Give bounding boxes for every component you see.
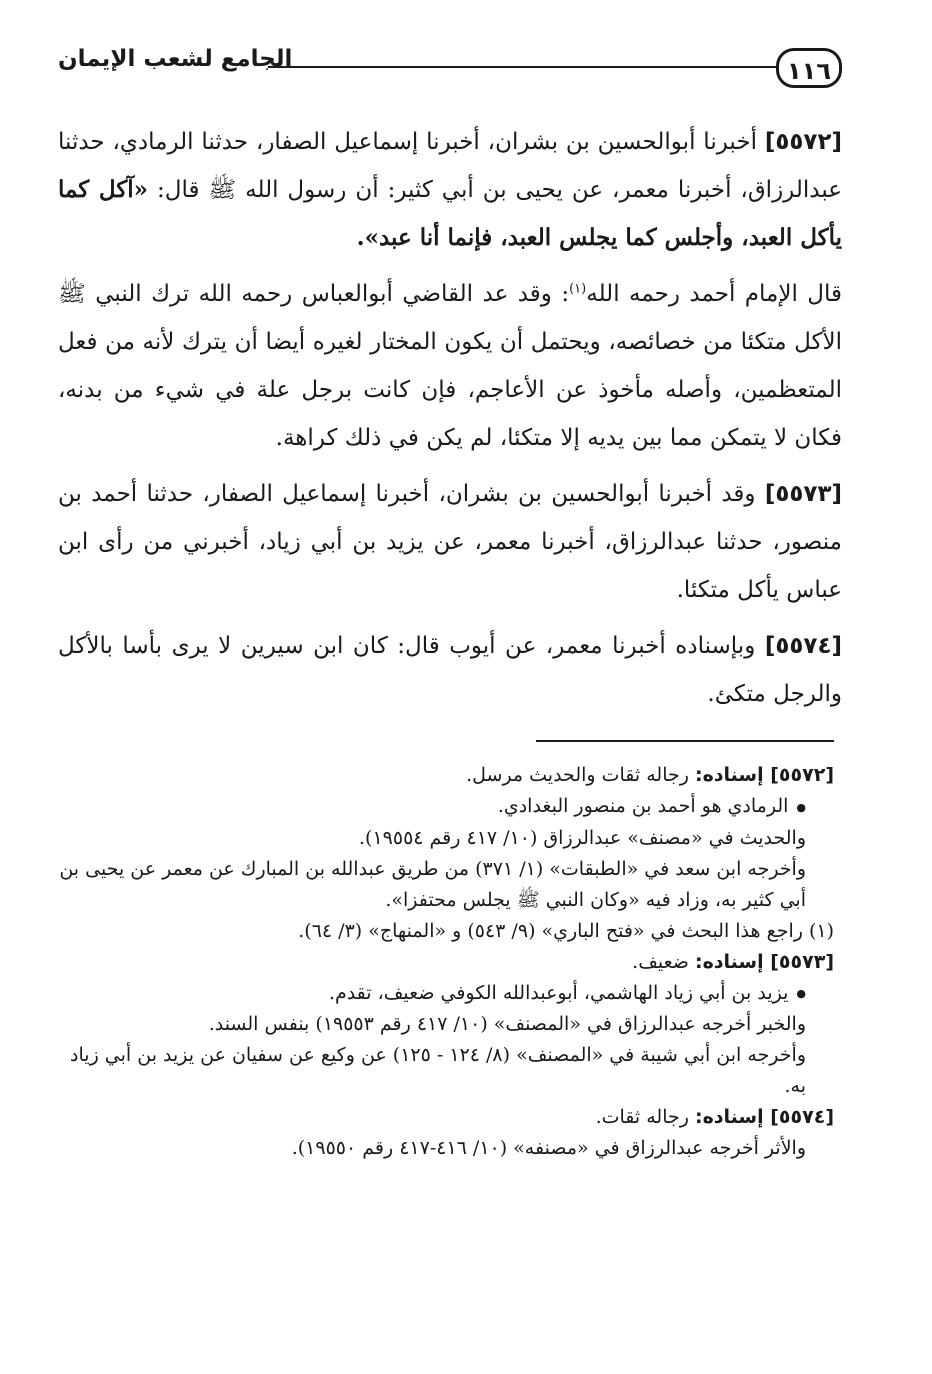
footnote-reference-1: (١) راجع هذا البحث في «فتح الباري» (٩/ ٥٤٣) و «المنهاج» (٣/ ٦٤).	[298, 919, 834, 942]
footnote-ref: (١)	[569, 281, 587, 297]
page-header	[58, 40, 842, 100]
footnote-5572-head	[58, 760, 834, 791]
book-title: الجامع لشعب الإيمان	[58, 46, 293, 72]
paragraph-text: قال الإمام أحمد رحمه الله	[586, 281, 843, 307]
footnote-text: ضعيف.	[632, 950, 689, 973]
paragraph-5574	[58, 622, 842, 718]
main-text	[58, 118, 842, 726]
paragraph-commentary	[58, 270, 842, 462]
footnote-label: [٥٥٧٣] إسناده:	[694, 950, 834, 973]
footnote-5574-head	[58, 1102, 834, 1133]
footnote-line: والحديث في «مصنف» عبدالرزاق (١٠/ ٤١٧ رقم ١٩٥٥٤).	[359, 826, 806, 849]
paragraph-5572	[58, 118, 842, 262]
footnote-5573-head	[58, 947, 834, 978]
footnote-line: والخبر أخرجه عبدالرزاق في «المصنف» (١٠/ ٤١٧ رقم ١٩٥٥٣) بنفس السند.	[208, 1013, 806, 1035]
footnote-bullet: ● يزيد بن أبي زياد الهاشمي، أبوعبدالله الكوفي ضعيف، تقدم.	[58, 978, 834, 1010]
footnote-line: وأخرجه ابن سعد في «الطبقات» (١/ ٣٧١) من طريق عبدالله بن المبارك عن معمر عن يحيى بن أبي كثير به، وزاد فيه «وكان النبي ﷺ يجلس محتفزا».	[59, 857, 806, 911]
paragraph-5573	[58, 470, 842, 614]
footnote-text: رجاله ثقات.	[595, 1106, 689, 1128]
footnote-bullet: ● الرمادي هو أحمد بن منصور البغدادي.	[58, 791, 834, 823]
footnotes	[58, 760, 834, 1164]
hadith-number: [٥٥٧٤]	[764, 633, 843, 659]
paragraph-text: أخبرنا أبوالحسين بن بشران، أخبرنا إسماعيل الصفار، حدثنا الرمادي، حدثنا عبدالرزاق، أخبرنا معمر، عن يحيى بن أبي كثير: أن رسول الله ﷺ قال:	[58, 129, 843, 203]
footnote-label: [٥٥٧٢] إسناده:	[694, 764, 834, 786]
footnote-line: والأثر أخرجه عبدالرزاق في «مصنفه» (١٠/ ٤١٦-٤١٧ رقم ١٩٥٥٠).	[291, 1137, 806, 1159]
paragraph-text: وبإسناده أخبرنا معمر، عن أيوب قال: كان ابن سيرين لا يرى بأسا بالأكل والرجل متكئ.	[58, 633, 842, 707]
paragraph-text: وقد أخبرنا أبوالحسين بن بشران، أخبرنا إسماعيل الصفار، حدثنا أحمد بن منصور، حدثنا عبدالرزاق، أخبرنا معمر، عن يزيد بن أبي زياد، أخبرني من رأى ابن عباس يأكل متكئا.	[58, 481, 842, 603]
hadith-number: [٥٥٧٣]	[764, 481, 843, 507]
footnote-line: وأخرجه ابن أبي شيبة في «المصنف» (٨/ ١٢٤ - ١٢٥) عن وكيع عن سفيان عن يزيد بن أبي زياد به.	[70, 1044, 806, 1097]
footnote-separator	[536, 740, 834, 742]
footnote-label: [٥٥٧٤] إسناده:	[694, 1106, 834, 1128]
footnote-text: رجاله ثقات والحديث مرسل.	[466, 764, 689, 786]
paragraph-text: : وقد عد القاضي أبوالعباس رحمه الله ترك النبي ﷺ الأكل متكئا من خصائصه، ويحتمل أن يكون المختار لغيره أيضا أن يترك لأنه من فعل المتعظمين، وأصله مأخوذ عن الأعاجم، فإن كانت برجل علة في شيء من بدنه، فكان لا يتمكن مما بين يديه إلا متكئا، لم يكن في ذلك كراهة.	[58, 281, 842, 451]
header-rule	[268, 66, 776, 68]
hadith-number: [٥٥٧٢]	[764, 129, 843, 155]
page-number: ١١٦	[776, 48, 842, 88]
hadith-quote: «آكل كما يأكل العبد، وأجلس كما يجلس العبد، فإنما أنا عبد».	[58, 176, 842, 251]
